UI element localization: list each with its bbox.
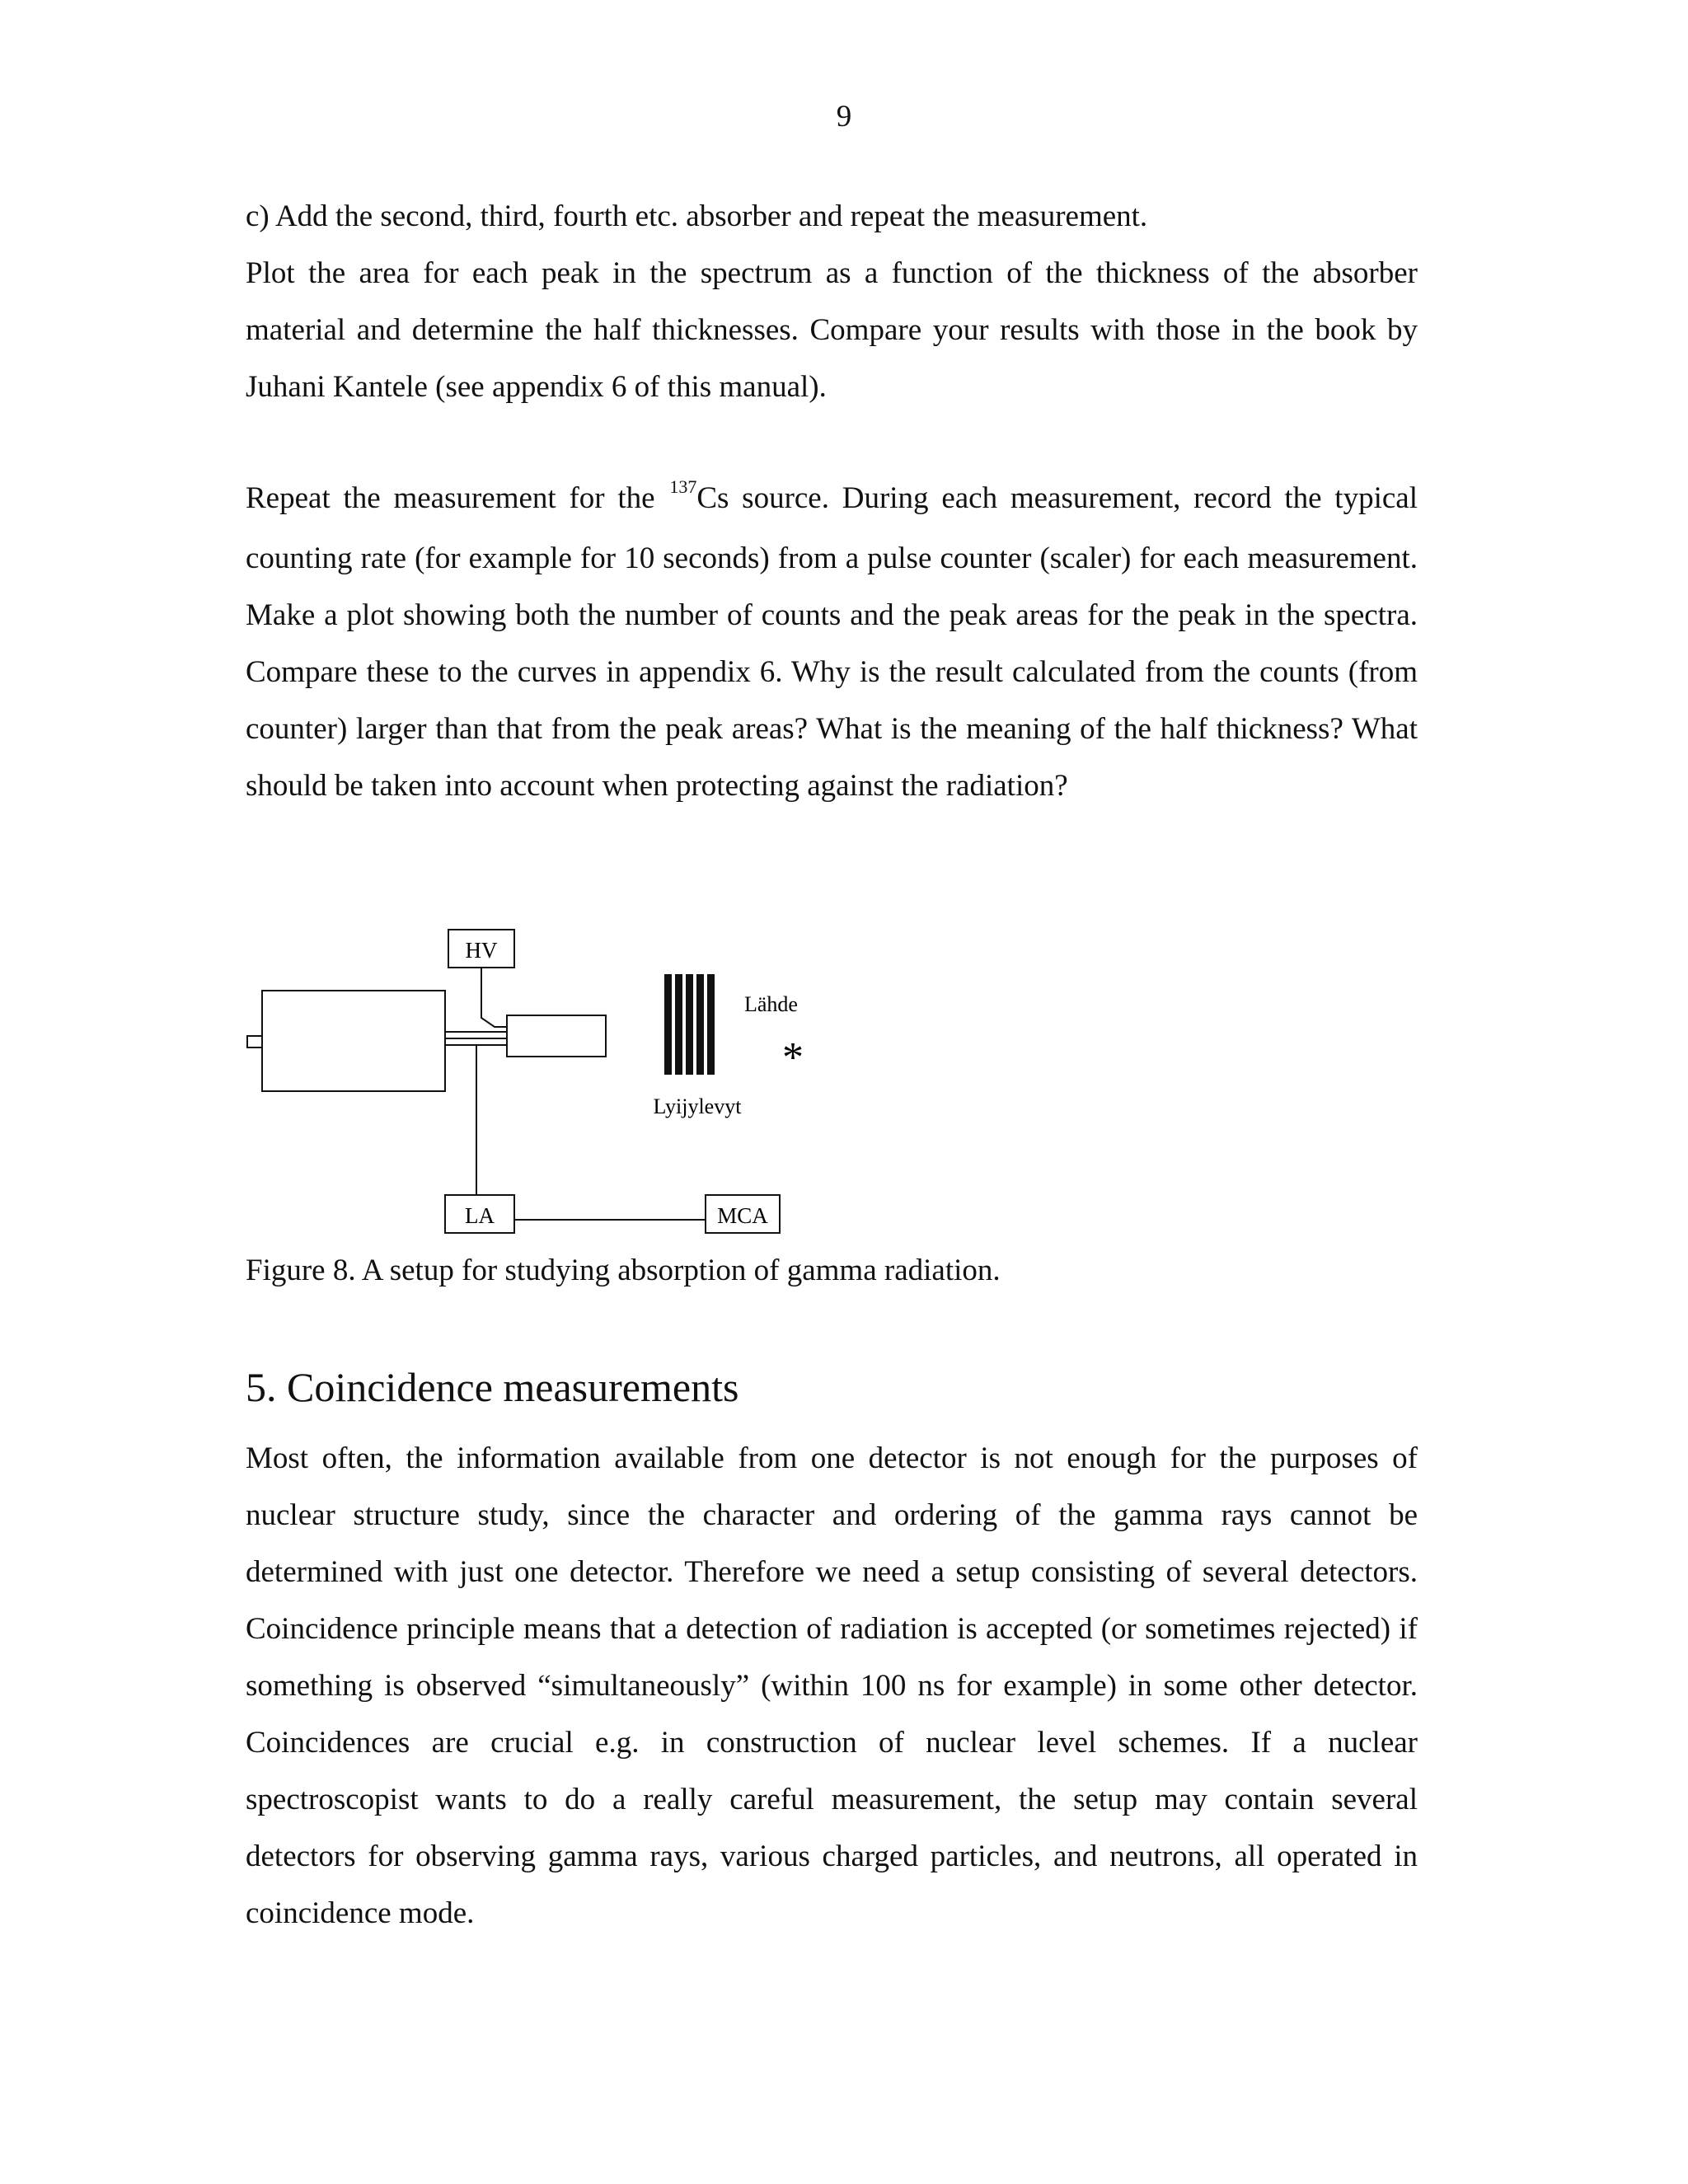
lead-plate: [686, 974, 693, 1075]
lead-plates: [664, 974, 715, 1075]
repeat-text-after: Cs source. During each measurement, record the typical counting rate (for example for 10 seconds) from a pulse counter (scaler) for each measurement. Make a plot showing both the number of counts and the peak areas for the peak in the spectra. Compare these to the curves in appendix 6. Why is the result calculated from the counts (from counter) larger than that from the peak areas? What is the meaning of the half thickness? What should be taken into account when protecting against the radiation?: [246, 481, 1418, 803]
lead-plate: [696, 974, 704, 1075]
page-number: 9: [836, 100, 852, 134]
repeat-paragraph: [246, 470, 1418, 814]
hv-label: HV: [465, 938, 498, 963]
section-coincidence: [246, 1430, 1418, 1942]
coincidence-paragraph: Most often, the information available from one detector is not enough for the purposes of nuclear structure study, since the character and ordering of the gamma rays cannot be determined with just one detector. Therefore we need a setup consisting of several detectors. Coincidence principle means that a detection of radiation is accepted (or sometimes rejected) if something is observed “simultaneously” (within 100 ns for example) in some other detector. Coincidences are crucial e.g. in construction of nuclear level schemes. If a nuclear spectroscopist wants to do a really careful measurement, the setup may contain several detectors for observing gamma rays, various charged particles, and neutrons, all operated in coincidence mode.: [246, 1441, 1418, 1930]
figure-caption: Figure 8. A setup for studying absorption of gamma radiation.: [246, 1254, 1001, 1287]
section-repeat-measurement: [246, 470, 1418, 814]
la-label: LA: [465, 1203, 495, 1228]
part-c-paragraph: Plot the area for each peak in the spectrum as a function of the thickness of the absorber material and determine the half thicknesses. Compare your results with those in the book by Juhani Kantele (see appendix 6 of this manual).: [246, 256, 1418, 404]
source-symbol: *: [782, 1034, 804, 1081]
lead-plate: [664, 974, 672, 1075]
isotope-superscript: 137: [669, 476, 697, 497]
hv-cable: [481, 968, 507, 1027]
section-part-c: [246, 188, 1418, 415]
lead-plate: [707, 974, 715, 1075]
photomultiplier-tube: [262, 991, 445, 1091]
source-label: Lähde: [744, 992, 798, 1016]
section-heading: 5. Coincidence measurements: [246, 1364, 739, 1410]
lead-plate: [675, 974, 682, 1075]
repeat-text-before: Repeat the measurement for the: [246, 481, 668, 515]
setup-diagram-svg: [239, 923, 865, 1253]
detector-crystal: [507, 1015, 606, 1057]
mca-label: MCA: [717, 1203, 768, 1228]
tube-connector: [247, 1036, 262, 1047]
lead-plates-label: Lyijylevyt: [653, 1094, 742, 1118]
figure-setup-diagram: [239, 923, 865, 1253]
part-c-instruction: c) Add the second, third, fourth etc. absorber and repeat the measurement.: [246, 199, 1148, 233]
